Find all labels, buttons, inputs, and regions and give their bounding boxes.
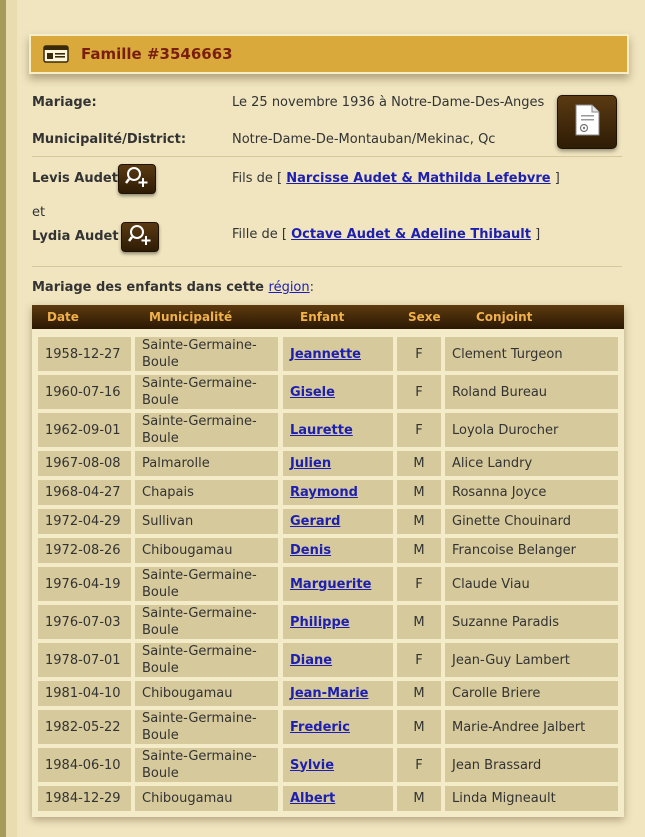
cell-sex	[397, 567, 441, 601]
cell-spouse	[445, 337, 618, 371]
spouse1-relation-prefix: Fils de [	[232, 171, 287, 186]
cell-sex	[397, 748, 441, 782]
cell-municipality-text: Sainte-Germaine-Boule	[142, 376, 257, 408]
search-add-icon	[125, 166, 149, 192]
cell-date-text: 1982-05-22	[45, 719, 121, 735]
cell-sex-text: F	[415, 384, 423, 400]
cell-municipality-text: Chibougamau	[142, 686, 233, 701]
cell-municipality-text: Sainte-Germaine-Boule	[142, 338, 257, 370]
cell-sex	[397, 337, 441, 371]
cell-date-text: 1958-12-27	[45, 346, 121, 362]
cell-spouse	[445, 748, 618, 782]
cell-date-text: 1972-08-26	[45, 543, 121, 558]
header-date: Date	[47, 310, 79, 324]
cell-spouse	[445, 413, 618, 447]
spouse2-search-button[interactable]	[121, 222, 159, 252]
search-add-icon	[128, 224, 152, 250]
table-row	[38, 643, 618, 677]
cell-municipality	[135, 375, 278, 409]
cell-date	[38, 643, 131, 677]
cell-municipality-text: Chibougamau	[142, 543, 233, 558]
cell-municipality	[135, 710, 278, 744]
cell-date	[38, 480, 131, 505]
cell-sex	[397, 413, 441, 447]
child-link[interactable]: Marguerite	[290, 576, 372, 592]
cell-spouse	[445, 681, 618, 706]
conjunction: et	[32, 205, 46, 220]
table-row	[38, 710, 618, 744]
header-child: Enfant	[300, 310, 345, 324]
cell-spouse-text: Ginette Chouinard	[452, 514, 571, 529]
family-header	[29, 34, 629, 74]
marriage-value: Le 25 novembre 1936 à Notre-Dame-Des-Anges	[232, 95, 545, 110]
spouse2-name: Lydia Audet	[32, 229, 119, 244]
cell-sex-text: F	[415, 346, 423, 362]
cell-sex-text: M	[413, 614, 425, 630]
family-panel	[17, 0, 645, 837]
cell-child	[283, 451, 393, 476]
cell-sex	[397, 786, 441, 811]
cell-date-text: 1984-06-10	[45, 757, 121, 773]
child-link[interactable]: Frederic	[290, 719, 350, 735]
child-link[interactable]: Raymond	[290, 485, 358, 500]
cell-municipality-text: Sullivan	[142, 514, 194, 529]
divider	[32, 266, 622, 267]
cell-spouse	[445, 567, 618, 601]
cell-sex-text: M	[413, 485, 425, 500]
cell-child	[283, 710, 393, 744]
child-link[interactable]: Diane	[290, 652, 333, 668]
cell-sex-text: F	[415, 422, 423, 438]
cell-municipality-text: Sainte-Germaine-Boule	[142, 749, 257, 781]
cell-spouse-text: Francoise Belanger	[452, 543, 577, 558]
child-link[interactable]: Gisele	[290, 384, 335, 400]
cell-spouse-text: Jean-Guy Lambert	[452, 652, 570, 668]
cell-municipality	[135, 786, 278, 811]
cell-date	[38, 567, 131, 601]
municipality-label: Municipalité/District:	[32, 132, 187, 147]
cell-date	[38, 681, 131, 706]
cell-child	[283, 748, 393, 782]
spouse2-parents-link[interactable]: Octave Audet & Adeline Thibault	[291, 227, 531, 242]
spouse2-relation-prefix: Fille de [	[232, 227, 292, 242]
child-link[interactable]: Jeannette	[290, 346, 361, 362]
cell-spouse-text: Marie-Andree Jalbert	[452, 719, 586, 735]
marriage-label: Mariage:	[32, 95, 97, 110]
child-link[interactable]: Laurette	[290, 422, 353, 438]
document-icon	[572, 103, 602, 141]
cell-municipality	[135, 413, 278, 447]
child-link[interactable]: Denis	[290, 543, 332, 558]
cell-municipality-text: Sainte-Germaine-Boule	[142, 711, 257, 743]
cell-sex	[397, 480, 441, 505]
divider	[32, 156, 622, 157]
cell-spouse-text: Linda Migneault	[452, 791, 556, 806]
cell-date-text: 1976-07-03	[45, 614, 121, 630]
cell-spouse	[445, 451, 618, 476]
cell-date-text: 1972-04-29	[45, 514, 121, 529]
spouse1-relation	[232, 171, 560, 186]
table-row	[38, 337, 618, 371]
child-link[interactable]: Philippe	[290, 614, 350, 630]
cell-date	[38, 337, 131, 371]
cell-municipality	[135, 538, 278, 563]
cell-sex-text: F	[415, 652, 423, 668]
cell-sex	[397, 681, 441, 706]
document-button[interactable]	[557, 95, 617, 149]
spouse2-relation-suffix: ]	[530, 227, 541, 242]
cell-child	[283, 375, 393, 409]
cell-child	[283, 480, 393, 505]
spouse2-relation	[232, 227, 540, 242]
table-header	[32, 305, 624, 329]
cell-spouse-text: Claude Viau	[452, 576, 530, 592]
cell-spouse	[445, 375, 618, 409]
cell-date-text: 1967-08-08	[45, 456, 121, 471]
table-row	[38, 786, 618, 811]
cell-child	[283, 643, 393, 677]
cell-date-text: 1960-07-16	[45, 384, 121, 400]
spouse1-parents-link[interactable]: Narcisse Audet & Mathilda Lefebvre	[286, 171, 551, 186]
cell-municipality-text: Chibougamau	[142, 791, 233, 806]
cell-sex	[397, 710, 441, 744]
page-left-border	[0, 0, 6, 837]
cell-municipality-text: Sainte-Germaine-Boule	[142, 606, 257, 638]
cell-spouse-text: Clement Turgeon	[452, 346, 563, 362]
cell-date-text: 1976-04-19	[45, 576, 121, 592]
cell-date-text: 1984-12-29	[45, 791, 121, 806]
cell-spouse-text: Roland Bureau	[452, 384, 548, 400]
cell-municipality-text: Chapais	[142, 485, 194, 500]
header-spouse: Conjoint	[476, 310, 533, 324]
cell-date	[38, 538, 131, 563]
family-title: Famille #3546663	[81, 45, 233, 63]
spouse1-relation-suffix: ]	[550, 171, 560, 186]
cell-sex-text: M	[413, 791, 425, 806]
cell-child	[283, 538, 393, 563]
cell-sex	[397, 375, 441, 409]
children-section-title-suffix: :	[309, 280, 315, 295]
cell-date	[38, 786, 131, 811]
table-row	[38, 509, 618, 534]
cell-spouse	[445, 509, 618, 534]
cell-child	[283, 605, 393, 639]
cell-spouse	[445, 786, 618, 811]
children-section-title	[32, 280, 314, 295]
cell-spouse	[445, 538, 618, 563]
children-table	[32, 305, 624, 817]
cell-municipality	[135, 605, 278, 639]
cell-child	[283, 786, 393, 811]
header-sex: Sexe	[408, 310, 441, 324]
cell-date-text: 1978-07-01	[45, 652, 121, 668]
cell-municipality-text: Sainte-Germaine-Boule	[142, 568, 257, 600]
child-link[interactable]: Jean-Marie	[290, 686, 369, 701]
table-row	[38, 538, 618, 563]
cell-municipality	[135, 509, 278, 534]
table-row	[38, 605, 618, 639]
header-municipality: Municipalité	[149, 310, 233, 324]
cell-date	[38, 748, 131, 782]
cell-spouse-text: Loyola Durocher	[452, 422, 559, 438]
cell-municipality	[135, 480, 278, 505]
cell-date-text: 1968-04-27	[45, 485, 121, 500]
cell-sex-text: F	[415, 576, 423, 592]
cell-date	[38, 605, 131, 639]
children-section-title-prefix: Mariage des enfants dans cette	[32, 280, 269, 295]
municipality-value: Notre-Dame-De-Montauban/Mekinac, Qc	[232, 132, 496, 147]
cell-municipality	[135, 567, 278, 601]
cell-date	[38, 710, 131, 744]
cell-date	[38, 509, 131, 534]
cell-municipality	[135, 643, 278, 677]
family-card-icon	[43, 45, 69, 63]
table-row	[38, 681, 618, 706]
cell-child	[283, 509, 393, 534]
cell-spouse-text: Suzanne Paradis	[452, 614, 560, 630]
cell-municipality-text: Palmarolle	[142, 456, 210, 471]
cell-spouse-text: Carolle Briere	[452, 686, 541, 701]
cell-sex	[397, 643, 441, 677]
table-row	[38, 413, 618, 447]
cell-date	[38, 413, 131, 447]
region-link[interactable]: région	[268, 280, 310, 295]
cell-spouse-text: Alice Landry	[452, 456, 533, 471]
cell-municipality	[135, 451, 278, 476]
cell-date	[38, 375, 131, 409]
cell-date-text: 1981-04-10	[45, 686, 121, 701]
cell-child	[283, 567, 393, 601]
cell-municipality	[135, 337, 278, 371]
cell-sex	[397, 605, 441, 639]
cell-spouse	[445, 643, 618, 677]
cell-sex	[397, 509, 441, 534]
cell-sex-text: M	[413, 456, 425, 471]
cell-municipality	[135, 748, 278, 782]
cell-spouse-text: Rosanna Joyce	[452, 485, 547, 500]
child-link[interactable]: Albert	[290, 791, 336, 806]
cell-sex-text: M	[413, 543, 425, 558]
child-link[interactable]: Sylvie	[290, 757, 335, 773]
child-link[interactable]: Gerard	[290, 514, 341, 529]
cell-sex-text: M	[413, 514, 425, 529]
cell-sex-text: F	[415, 757, 423, 773]
table-row	[38, 748, 618, 782]
cell-spouse-text: Jean Brassard	[452, 757, 542, 773]
cell-sex-text: M	[413, 719, 425, 735]
cell-date-text: 1962-09-01	[45, 422, 121, 438]
cell-spouse	[445, 480, 618, 505]
cell-child	[283, 681, 393, 706]
cell-sex	[397, 451, 441, 476]
cell-municipality-text: Sainte-Germaine-Boule	[142, 414, 257, 446]
cell-municipality	[135, 681, 278, 706]
table-row	[38, 375, 618, 409]
table-row	[38, 567, 618, 601]
table-row	[38, 451, 618, 476]
cell-child	[283, 337, 393, 371]
spouse1-search-button[interactable]	[118, 164, 156, 194]
cell-date	[38, 451, 131, 476]
cell-municipality-text: Sainte-Germaine-Boule	[142, 644, 257, 676]
spouse1-name: Levis Audet	[32, 171, 118, 186]
cell-sex	[397, 538, 441, 563]
cell-spouse	[445, 605, 618, 639]
cell-child	[283, 413, 393, 447]
table-row	[38, 480, 618, 505]
child-link[interactable]: Julien	[290, 456, 332, 471]
cell-spouse	[445, 710, 618, 744]
cell-sex-text: M	[413, 686, 425, 701]
